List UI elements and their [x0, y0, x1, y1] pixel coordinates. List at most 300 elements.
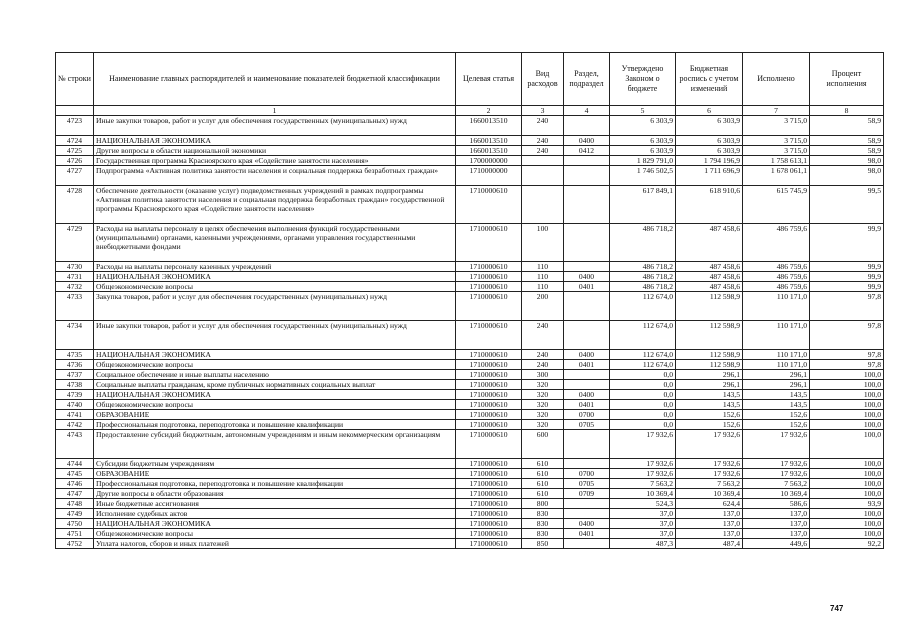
row-number: 4750 — [56, 519, 94, 529]
row-expense-type — [522, 186, 564, 224]
header-type: Вид расходов — [522, 53, 564, 106]
row-name: НАЦИОНАЛЬНАЯ ЭКОНОМИКА — [94, 136, 456, 146]
row-executed: 110 171,0 — [743, 321, 810, 350]
row-budget: 17 932,6 — [676, 430, 743, 459]
row-percent: 100,0 — [810, 370, 884, 380]
row-percent: 97,8 — [810, 321, 884, 350]
row-percent: 97,8 — [810, 350, 884, 360]
row-target-code: 1710000610 — [456, 360, 522, 370]
row-executed: 296,1 — [743, 370, 810, 380]
colnum-8: 8 — [810, 106, 884, 116]
row-approved: 37,0 — [610, 529, 676, 539]
row-percent: 100,0 — [810, 380, 884, 390]
row-executed: 143,5 — [743, 400, 810, 410]
row-section: 0709 — [564, 489, 610, 499]
row-budget: 137,0 — [676, 509, 743, 519]
row-number: 4740 — [56, 400, 94, 410]
row-budget: 487 458,6 — [676, 224, 743, 262]
row-number: 4752 — [56, 539, 94, 549]
row-executed: 486 759,6 — [743, 282, 810, 292]
row-section — [564, 186, 610, 224]
table-row — [56, 224, 884, 262]
table-row — [56, 479, 884, 489]
row-expense-type: 830 — [522, 509, 564, 519]
row-section — [564, 539, 610, 549]
row-expense-type: 320 — [522, 420, 564, 430]
table-row — [56, 156, 884, 166]
row-section — [564, 430, 610, 459]
row-name: Предоставление субсидий бюджетным, автономным учреждениям и иным некоммерческим организациям — [94, 430, 456, 459]
row-expense-type: 240 — [522, 146, 564, 156]
row-expense-type: 240 — [522, 350, 564, 360]
row-approved: 486 718,2 — [610, 282, 676, 292]
row-name: Другие вопросы в области национальной экономики — [94, 146, 456, 156]
colnum-5: 5 — [610, 106, 676, 116]
table-row — [56, 459, 884, 469]
row-section: 0705 — [564, 420, 610, 430]
row-percent: 99,5 — [810, 186, 884, 224]
row-approved: 1 829 791,0 — [610, 156, 676, 166]
row-target-code: 1710000610 — [456, 539, 522, 549]
row-percent: 92,2 — [810, 539, 884, 549]
row-section: 0400 — [564, 519, 610, 529]
row-percent: 58,9 — [810, 136, 884, 146]
row-section: 0700 — [564, 469, 610, 479]
row-executed: 110 171,0 — [743, 292, 810, 321]
row-percent: 100,0 — [810, 529, 884, 539]
row-target-code: 1710000610 — [456, 321, 522, 350]
row-executed: 137,0 — [743, 529, 810, 539]
row-budget: 152,6 — [676, 410, 743, 420]
row-budget: 17 932,6 — [676, 459, 743, 469]
row-number: 4741 — [56, 410, 94, 420]
row-expense-type — [522, 166, 564, 186]
table-row — [56, 390, 884, 400]
row-number: 4735 — [56, 350, 94, 360]
row-name: Профессиональная подготовка, переподготовка и повышение квалификации — [94, 420, 456, 430]
row-name: Расходы на выплаты персоналу в целях обеспечения выполнения функций государственными (муниципальными) органами, казенными учреждениями, органами управления государственными внебюджетными фондами — [94, 224, 456, 262]
row-percent: 58,9 — [810, 116, 884, 136]
row-section: 0400 — [564, 350, 610, 360]
row-target-code: 1710000610 — [456, 410, 522, 420]
row-percent: 100,0 — [810, 400, 884, 410]
row-executed: 3 715,0 — [743, 116, 810, 136]
row-percent: 100,0 — [810, 459, 884, 469]
row-name: НАЦИОНАЛЬНАЯ ЭКОНОМИКА — [94, 519, 456, 529]
table-row — [56, 272, 884, 282]
row-number: 4746 — [56, 479, 94, 489]
colnum-4: 4 — [564, 106, 610, 116]
row-name: Расходы на выплаты персоналу казенных учреждений — [94, 262, 456, 272]
row-approved: 486 718,2 — [610, 262, 676, 272]
row-target-code: 1660013510 — [456, 136, 522, 146]
row-expense-type: 240 — [522, 321, 564, 350]
row-budget: 112 598,9 — [676, 321, 743, 350]
row-executed: 3 715,0 — [743, 146, 810, 156]
table-row — [56, 509, 884, 519]
row-expense-type: 240 — [522, 136, 564, 146]
row-budget: 1 794 196,9 — [676, 156, 743, 166]
row-target-code: 1660013510 — [456, 116, 522, 136]
row-section: 0705 — [564, 479, 610, 489]
row-number: 4747 — [56, 489, 94, 499]
row-budget: 487 458,6 — [676, 282, 743, 292]
row-name: Иные закупки товаров, работ и услуг для обеспечения государственных (муниципальных) нужд — [94, 116, 456, 136]
colnum-empty — [56, 106, 94, 116]
row-percent: 99,9 — [810, 262, 884, 272]
row-expense-type: 830 — [522, 529, 564, 539]
row-expense-type: 320 — [522, 390, 564, 400]
row-approved: 10 369,4 — [610, 489, 676, 499]
row-name: Уплата налогов, сборов и иных платежей — [94, 539, 456, 549]
row-expense-type: 600 — [522, 430, 564, 459]
row-name: ОБРАЗОВАНИЕ — [94, 410, 456, 420]
row-number: 4748 — [56, 499, 94, 509]
row-approved: 17 932,6 — [610, 430, 676, 459]
table-row — [56, 166, 884, 186]
row-target-code: 1710000610 — [456, 519, 522, 529]
row-percent: 100,0 — [810, 509, 884, 519]
row-name: Исполнение судебных актов — [94, 509, 456, 519]
row-budget: 624,4 — [676, 499, 743, 509]
row-executed: 1 678 061,1 — [743, 166, 810, 186]
row-approved: 486 718,2 — [610, 224, 676, 262]
row-name: НАЦИОНАЛЬНАЯ ЭКОНОМИКА — [94, 272, 456, 282]
row-approved: 524,3 — [610, 499, 676, 509]
row-executed: 449,6 — [743, 539, 810, 549]
row-percent: 98,0 — [810, 166, 884, 186]
row-number: 4731 — [56, 272, 94, 282]
row-expense-type: 850 — [522, 539, 564, 549]
row-number: 4733 — [56, 292, 94, 321]
row-name: Подпрограмма «Активная политика занятости населения и социальная поддержка безработных граждан» — [94, 166, 456, 186]
row-number: 4734 — [56, 321, 94, 350]
colnum-3: 3 — [522, 106, 564, 116]
row-section — [564, 262, 610, 272]
row-executed: 143,5 — [743, 390, 810, 400]
row-name: Социальные выплаты гражданам, кроме публичных нормативных социальных выплат — [94, 380, 456, 390]
row-number: 4728 — [56, 186, 94, 224]
row-expense-type: 830 — [522, 519, 564, 529]
row-approved: 37,0 — [610, 519, 676, 529]
row-target-code: 1710000610 — [456, 282, 522, 292]
row-expense-type — [522, 156, 564, 166]
row-target-code: 1710000610 — [456, 459, 522, 469]
row-budget: 112 598,9 — [676, 350, 743, 360]
table-row — [56, 539, 884, 549]
column-number-row — [56, 106, 884, 116]
row-approved: 0,0 — [610, 410, 676, 420]
row-name: Субсидии бюджетным учреждениям — [94, 459, 456, 469]
row-target-code: 1710000610 — [456, 350, 522, 360]
row-executed: 17 932,6 — [743, 459, 810, 469]
row-percent: 100,0 — [810, 489, 884, 499]
row-approved: 617 849,1 — [610, 186, 676, 224]
row-executed: 137,0 — [743, 519, 810, 529]
row-approved: 1 746 502,5 — [610, 166, 676, 186]
row-expense-type: 100 — [522, 224, 564, 262]
table-row — [56, 400, 884, 410]
row-percent: 100,0 — [810, 420, 884, 430]
table-row — [56, 499, 884, 509]
row-name: НАЦИОНАЛЬНАЯ ЭКОНОМИКА — [94, 350, 456, 360]
row-section — [564, 499, 610, 509]
row-target-code: 1710000610 — [456, 224, 522, 262]
row-section — [564, 116, 610, 136]
row-executed: 10 369,4 — [743, 489, 810, 499]
row-section: 0400 — [564, 272, 610, 282]
header-target: Целевая статья — [456, 53, 522, 106]
row-expense-type: 320 — [522, 400, 564, 410]
row-target-code: 1710000610 — [456, 272, 522, 282]
row-budget: 112 598,9 — [676, 292, 743, 321]
row-percent: 100,0 — [810, 479, 884, 489]
row-target-code: 1710000610 — [456, 430, 522, 459]
row-executed: 1 758 613,1 — [743, 156, 810, 166]
colnum-2: 2 — [456, 106, 522, 116]
row-executed: 486 759,6 — [743, 262, 810, 272]
row-executed: 137,0 — [743, 509, 810, 519]
row-budget: 143,5 — [676, 390, 743, 400]
row-approved: 17 932,6 — [610, 459, 676, 469]
row-section: 0401 — [564, 360, 610, 370]
header-row-no: № строки — [56, 53, 94, 106]
row-budget: 296,1 — [676, 370, 743, 380]
row-approved: 0,0 — [610, 400, 676, 410]
row-name: Государственная программа Красноярского края «Содействие занятости населения» — [94, 156, 456, 166]
row-section — [564, 370, 610, 380]
row-executed: 615 745,9 — [743, 186, 810, 224]
row-target-code: 1710000610 — [456, 390, 522, 400]
row-section: 0400 — [564, 136, 610, 146]
row-target-code: 1700000000 — [456, 156, 522, 166]
row-number: 4739 — [56, 390, 94, 400]
row-name: Общеэкономические вопросы — [94, 360, 456, 370]
header-approved: Утверждено Законом о бюджете — [610, 53, 676, 106]
row-target-code: 1710000000 — [456, 166, 522, 186]
table-row — [56, 282, 884, 292]
row-section — [564, 380, 610, 390]
header-percent: Процент исполнения — [810, 53, 884, 106]
row-number: 4742 — [56, 420, 94, 430]
row-approved: 487,3 — [610, 539, 676, 549]
row-number: 4723 — [56, 116, 94, 136]
row-number: 4745 — [56, 469, 94, 479]
row-executed: 110 171,0 — [743, 360, 810, 370]
table-row — [56, 410, 884, 420]
row-target-code: 1710000610 — [456, 262, 522, 272]
row-percent: 100,0 — [810, 430, 884, 459]
row-number: 4738 — [56, 380, 94, 390]
table-row — [56, 519, 884, 529]
row-executed: 7 563,2 — [743, 479, 810, 489]
row-section — [564, 166, 610, 186]
row-section: 0401 — [564, 400, 610, 410]
row-expense-type: 800 — [522, 499, 564, 509]
row-executed: 486 759,6 — [743, 272, 810, 282]
row-expense-type: 110 — [522, 272, 564, 282]
row-expense-type: 610 — [522, 459, 564, 469]
table-row — [56, 262, 884, 272]
row-number: 4725 — [56, 146, 94, 156]
table-row — [56, 116, 884, 136]
budget-execution-table — [55, 52, 884, 549]
row-executed: 110 171,0 — [743, 350, 810, 360]
row-approved: 0,0 — [610, 370, 676, 380]
row-section — [564, 321, 610, 350]
row-budget: 1 711 696,9 — [676, 166, 743, 186]
row-section — [564, 459, 610, 469]
row-percent: 97,8 — [810, 292, 884, 321]
row-budget: 6 303,9 — [676, 116, 743, 136]
row-number: 4751 — [56, 529, 94, 539]
table-row — [56, 360, 884, 370]
row-percent: 100,0 — [810, 390, 884, 400]
row-budget: 618 910,6 — [676, 186, 743, 224]
row-number: 4743 — [56, 430, 94, 459]
row-section — [564, 224, 610, 262]
row-percent: 99,9 — [810, 224, 884, 262]
row-approved: 6 303,9 — [610, 146, 676, 156]
row-name: Иные закупки товаров, работ и услуг для обеспечения государственных (муниципальных) нужд — [94, 321, 456, 350]
table-row — [56, 321, 884, 350]
row-section: 0700 — [564, 410, 610, 420]
row-name: НАЦИОНАЛЬНАЯ ЭКОНОМИКА — [94, 390, 456, 400]
row-budget: 6 303,9 — [676, 136, 743, 146]
header-name: Наименование главных распорядителей и наименование показателей бюджетной классификации — [94, 53, 456, 106]
row-name: Общеэкономические вопросы — [94, 529, 456, 539]
row-number: 4729 — [56, 224, 94, 262]
row-target-code: 1710000610 — [456, 509, 522, 519]
row-approved: 112 674,0 — [610, 350, 676, 360]
table-row — [56, 350, 884, 360]
row-target-code: 1710000610 — [456, 469, 522, 479]
row-budget: 137,0 — [676, 519, 743, 529]
row-budget: 6 303,9 — [676, 146, 743, 156]
row-name: Иные бюджетные ассигнования — [94, 499, 456, 509]
row-budget: 17 932,6 — [676, 469, 743, 479]
row-name: Профессиональная подготовка, переподготовка и повышение квалификации — [94, 479, 456, 489]
row-budget: 152,6 — [676, 420, 743, 430]
row-budget: 143,5 — [676, 400, 743, 410]
table-row — [56, 420, 884, 430]
row-name: Другие вопросы в области образования — [94, 489, 456, 499]
row-expense-type: 240 — [522, 116, 564, 136]
row-budget: 137,0 — [676, 529, 743, 539]
row-expense-type: 320 — [522, 410, 564, 420]
row-target-code: 1710000610 — [456, 292, 522, 321]
row-approved: 486 718,2 — [610, 272, 676, 282]
row-expense-type: 110 — [522, 262, 564, 272]
row-percent: 97,8 — [810, 360, 884, 370]
row-expense-type: 240 — [522, 360, 564, 370]
row-approved: 6 303,9 — [610, 136, 676, 146]
row-section — [564, 292, 610, 321]
row-budget: 487,4 — [676, 539, 743, 549]
row-budget: 112 598,9 — [676, 360, 743, 370]
row-number: 4737 — [56, 370, 94, 380]
row-percent: 100,0 — [810, 519, 884, 529]
row-executed: 296,1 — [743, 380, 810, 390]
row-section: 0400 — [564, 390, 610, 400]
header-section: Раздел, подраздел — [564, 53, 610, 106]
table-row — [56, 430, 884, 459]
header-row — [56, 53, 884, 106]
row-section: 0401 — [564, 282, 610, 292]
row-name: Закупка товаров, работ и услуг для обеспечения государственных (муниципальных) нужд — [94, 292, 456, 321]
row-budget: 10 369,4 — [676, 489, 743, 499]
row-target-code: 1710000610 — [456, 420, 522, 430]
table-row — [56, 292, 884, 321]
row-approved: 112 674,0 — [610, 360, 676, 370]
row-expense-type: 300 — [522, 370, 564, 380]
row-approved: 37,0 — [610, 509, 676, 519]
row-name: Социальное обеспечение и иные выплаты населению — [94, 370, 456, 380]
table-row — [56, 469, 884, 479]
row-number: 4736 — [56, 360, 94, 370]
header-budget: Бюджетная роспись с учетом изменений — [676, 53, 743, 106]
row-executed: 3 715,0 — [743, 136, 810, 146]
table-row — [56, 380, 884, 390]
row-target-code: 1710000610 — [456, 400, 522, 410]
colnum-7: 7 — [743, 106, 810, 116]
row-executed: 152,6 — [743, 410, 810, 420]
row-target-code: 1710000610 — [456, 529, 522, 539]
row-approved: 7 563,2 — [610, 479, 676, 489]
row-number: 4732 — [56, 282, 94, 292]
table-row — [56, 529, 884, 539]
row-section — [564, 156, 610, 166]
table-body — [56, 116, 884, 549]
table-row — [56, 146, 884, 156]
row-target-code: 1710000610 — [456, 370, 522, 380]
row-expense-type: 610 — [522, 489, 564, 499]
row-target-code: 1710000610 — [456, 186, 522, 224]
row-executed: 17 932,6 — [743, 430, 810, 459]
row-expense-type: 320 — [522, 380, 564, 390]
row-expense-type: 200 — [522, 292, 564, 321]
row-target-code: 1710000610 — [456, 479, 522, 489]
row-budget: 7 563,2 — [676, 479, 743, 489]
row-approved: 112 674,0 — [610, 292, 676, 321]
row-executed: 152,6 — [743, 420, 810, 430]
row-number: 4727 — [56, 166, 94, 186]
colnum-6: 6 — [676, 106, 743, 116]
row-percent: 93,9 — [810, 499, 884, 509]
row-number: 4744 — [56, 459, 94, 469]
row-expense-type: 610 — [522, 479, 564, 489]
page-number: 747 — [830, 604, 844, 613]
row-budget: 296,1 — [676, 380, 743, 390]
row-section: 0412 — [564, 146, 610, 156]
table-row — [56, 186, 884, 224]
row-number: 4724 — [56, 136, 94, 146]
row-name: ОБРАЗОВАНИЕ — [94, 469, 456, 479]
row-executed: 486 759,6 — [743, 224, 810, 262]
row-percent: 100,0 — [810, 469, 884, 479]
row-number: 4726 — [56, 156, 94, 166]
row-approved: 0,0 — [610, 380, 676, 390]
row-number: 4749 — [56, 509, 94, 519]
table-row — [56, 370, 884, 380]
row-section: 0401 — [564, 529, 610, 539]
row-budget: 487 458,6 — [676, 272, 743, 282]
table-row — [56, 136, 884, 146]
row-name: Обеспечение деятельности (оказание услуг) подведомственных учреждений в рамках подпрограммы «Активная политика занятости населения и социальная поддержка безработных граждан» государственной программы Красноярского края «Содействие занятости населения» — [94, 186, 456, 224]
row-percent: 98,0 — [810, 156, 884, 166]
row-approved: 0,0 — [610, 420, 676, 430]
row-target-code: 1710000610 — [456, 489, 522, 499]
